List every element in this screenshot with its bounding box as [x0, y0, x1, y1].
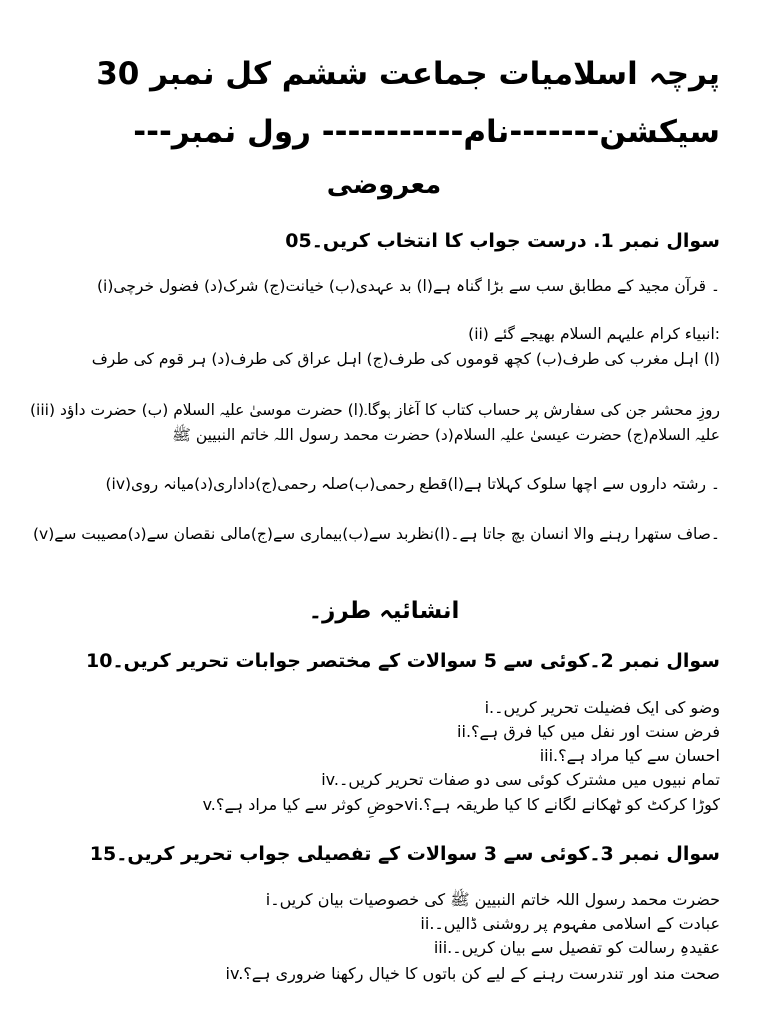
q3-heading: سوال نمبر 3۔کوئی سے 3 سوالات کے تفصیلی جواب تحریر کریں۔15 [89, 843, 720, 865]
q2-heading: سوال نمبر 2۔کوئی سے 5 سوالات کے مختصر جوابات تحریر کریں۔10 [86, 650, 720, 672]
objective-section-title: معروضی [326, 170, 442, 200]
q3-item: iv.صحت مند اور تندرست رہنے کے لیے کن باتوں کا خیال رکھنا ضروری ہے؟ [225, 964, 720, 983]
q1-item: (ا) اہل مغرب کی طرف(ب) کچھ قوموں کی طرف(ج) اہل عراق کی طرف(د) ہر قوم کی طرف [91, 350, 720, 368]
q1-item: (ii) انبیاء کرام علیہم السلام بھیجے گئے: [468, 325, 720, 343]
subjective-section-title: انشائیہ طرز۔ [308, 598, 460, 624]
q3-item: iii.عقیدہِ رسالت کو تفصیل سے بیان کریں۔ [433, 938, 720, 957]
paper-title: پرچہ اسلامیات جماعت ششم کل نمبر 30 [96, 56, 720, 92]
q1-item: (v)۔صاف ستھرا رہنے والا انسان بچ جاتا ہے۔(ا)نظربد سے(ب)بیماری سے(ج)مالی نقصان سے(د)مصیبت سے [33, 525, 720, 543]
q1-item: (i)۔ قرآن مجید کے مطابق سب سے بڑا گناہ ہے(ا) بد عہدی(ب) خیانت(ج) شرک(د) فضول خرچی [97, 277, 720, 295]
q2-item: iv.تمام نبیوں میں مشترک کوئی سی دو صفات تحریر کریں۔ [321, 770, 720, 789]
q3-item: ii.عبادت کے اسلامی مفہوم پر روشنی ڈالیں۔ [420, 914, 720, 933]
q3-item: iحضرت محمد رسول اللہ خاتم النبیین ﷺ کی خصوصیات بیان کریں۔ [265, 890, 720, 909]
q1-heading: سوال نمبر 1. درست جواب کا انتخاب کریں۔05 [285, 230, 720, 252]
q2-item: i.وضو کی ایک فضیلت تحریر کریں۔ [484, 698, 720, 717]
q1-item: (iv)۔ رشتہ داروں سے اچھا سلوک کہلاتا ہے(ا)قطع رحمی(ب)صلہ رحمی(ج)داداری(د)میانہ روی [105, 475, 720, 493]
student-info-line: سیکشن-------نام----------- رول نمبر--- [133, 114, 720, 150]
q2-item: v.حوضِ کوثر سے کیا مراد ہے؟vi.کوڑا کرکٹ کو ٹھکانے لگانے کا کیا طریقہ ہے؟ [202, 795, 720, 814]
q2-item: ii.فرض سنت اور نفل میں کیا فرق ہے؟ [457, 722, 720, 741]
q2-item: iii.احسان سے کیا مراد ہے؟ [539, 746, 720, 765]
q1-item: (iii) روزِ محشر جن کی سفارش پر حساب کتاب کا آغاز ہوگا۔(ا) حضرت موسیٰ علیہ السلام (ب) حضرت داؤد علیہ السلام(ج) حضرت عیسیٰ علیہ السلام(د) حضرت محمد رسول اللہ خاتم النبیین ﷺ [30, 401, 720, 444]
